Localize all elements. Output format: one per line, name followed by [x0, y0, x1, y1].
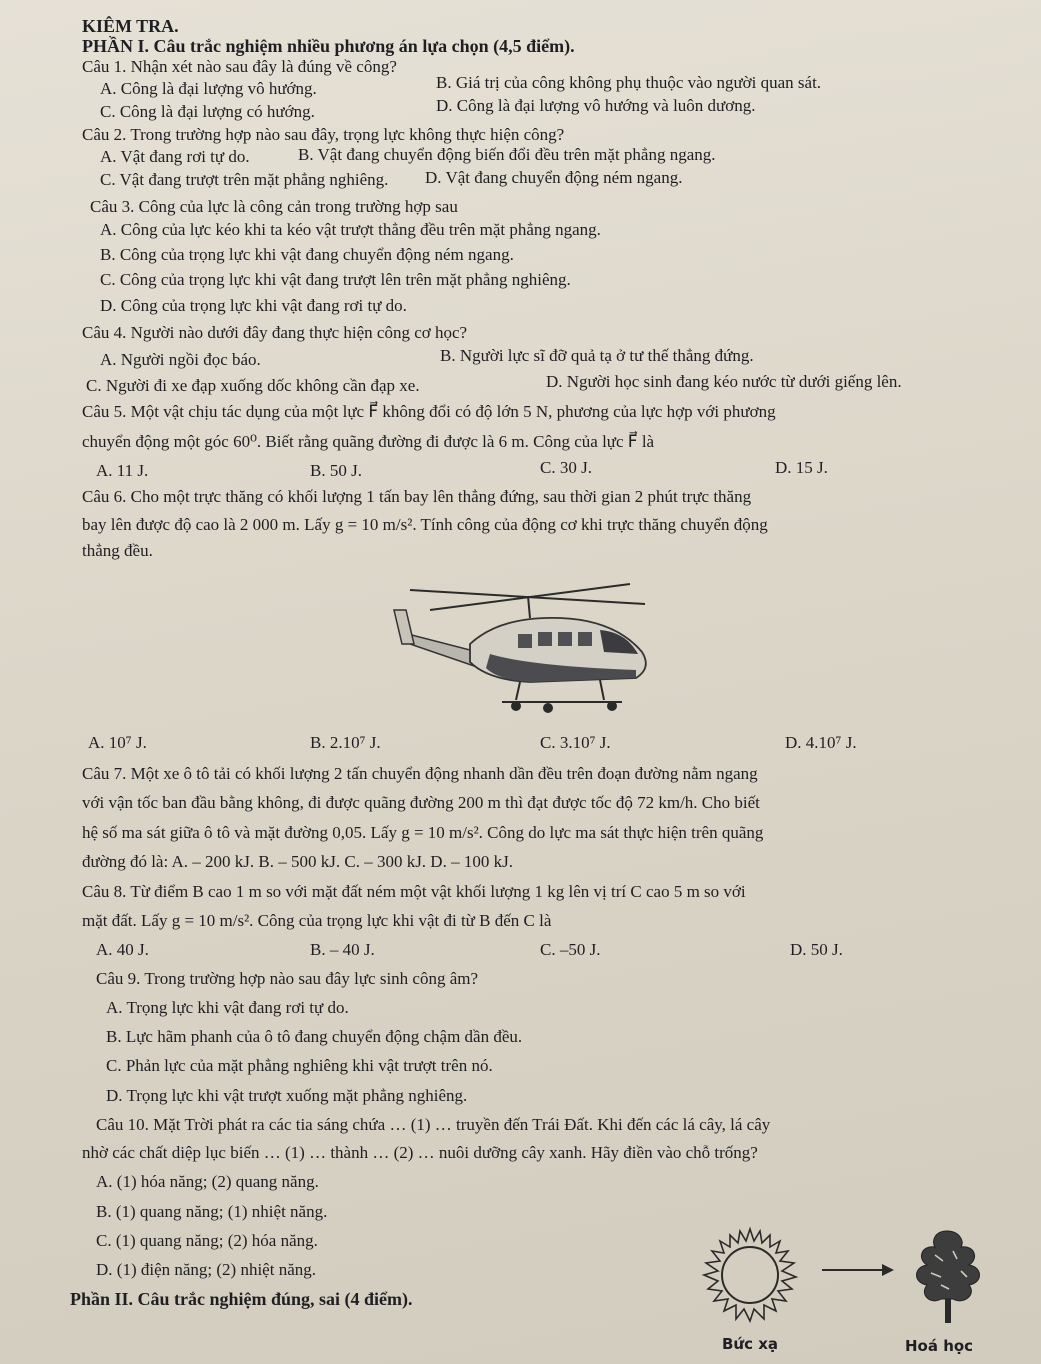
sun-label: Bức xạ — [722, 1335, 779, 1353]
q3-option-c: C. Công của trọng lực khi vật đang trượt lên trên mặt phẳng nghiêng. — [100, 270, 571, 289]
q9-option-d: D. Trọng lực khi vật trượt xuống mặt phẳng nghiêng. — [106, 1086, 468, 1105]
page-title: KIÊM TRA. — [82, 16, 179, 36]
q6-option-b: B. 2.10⁷ J. — [310, 733, 381, 752]
q4-stem: Câu 4. Người nào dưới đây đang thực hiện công cơ học? — [82, 323, 468, 342]
q5-option-a: A. 11 J. — [96, 461, 149, 480]
q8-option-b: B. – 40 J. — [310, 940, 375, 959]
q5-option-b: B. 50 J. — [310, 461, 362, 480]
q6-stem-line1: Câu 6. Cho một trực thăng có khối lượng 1 tấn bay lên thẳng đứng, sau thời gian 2 phút trực thăng — [82, 487, 752, 506]
q9-option-b: B. Lực hãm phanh của ô tô đang chuyển động chậm dần đều. — [106, 1027, 523, 1046]
q8-stem-line2: mặt đất. Lấy g = 10 m/s². Công của trọng lực khi vật đi từ B đến C là — [82, 911, 552, 930]
q9-option-a: A. Trọng lực khi vật đang rơi tự do. — [106, 998, 349, 1017]
q6-option-a: A. 10⁷ J. — [88, 733, 147, 752]
q1-stem: Câu 1. Nhận xét nào sau đây là đúng về công? — [82, 57, 397, 76]
q3-option-a: A. Công của lực kéo khi ta kéo vật trượt thẳng đều trên mặt phẳng ngang. — [100, 220, 601, 239]
q3-option-d: D. Công của trọng lực khi vật đang rơi tự do. — [100, 296, 407, 315]
q5-stem-line2: chuyển động một góc 60⁰. Biết rằng quãng đường đi được là 6 m. Công của lực F⃗ là — [82, 432, 655, 451]
q3-option-b: B. Công của trọng lực khi vật đang chuyển động ném ngang. — [100, 245, 514, 264]
q2-option-b: B. Vật đang chuyển động biến đổi đều trên mặt phẳng ngang. — [298, 145, 716, 164]
q7-stem-line2: với vận tốc ban đầu bằng không, đi được quãng đường 200 m thì đạt được tốc độ 72 km/h. Cho biết — [82, 793, 760, 812]
part1-heading: PHẦN I. Câu trắc nghiệm nhiều phương án lựa chọn (4,5 điểm). — [82, 36, 575, 56]
q10-stem-line1: Câu 10. Mặt Trời phát ra các tia sáng chứa … (1) … truyền đến Trái Đất. Khi đến các lá cây, lá cây — [96, 1115, 771, 1134]
q2-option-d: D. Vật đang chuyển động ném ngang. — [425, 168, 683, 187]
q8-option-c: C. –50 J. — [540, 940, 601, 959]
q1-option-b: B. Giá trị của công không phụ thuộc vào người quan sát. — [436, 73, 822, 92]
q6-stem-line3: thẳng đều. — [82, 541, 153, 560]
q10-option-b: B. (1) quang năng; (1) nhiệt năng. — [96, 1202, 328, 1221]
q8-option-d: D. 50 J. — [790, 940, 843, 959]
q6-stem-line2: bay lên được độ cao là 2 000 m. Lấy g = 10 m/s². Tính công của động cơ khi trực thăng chuyển động — [82, 515, 768, 534]
q1-option-a: A. Công là đại lượng vô hướng. — [100, 79, 317, 98]
q7-stem-line4: đường đó là: A. – 200 kJ. B. – 500 kJ. C. – 300 kJ. D. – 100 kJ. — [82, 852, 513, 871]
q2-stem: Câu 2. Trong trường hợp nào sau đây, trọng lực không thực hiện công? — [82, 125, 565, 144]
q4-option-b: B. Người lực sĩ đỡ quả tạ ở tư thế thẳng đứng. — [440, 346, 754, 365]
sun-icon — [700, 1225, 800, 1325]
tree-icon — [905, 1225, 990, 1325]
q1-option-c: C. Công là đại lượng có hướng. — [100, 102, 315, 121]
q10-option-c: C. (1) quang năng; (2) hóa năng. — [96, 1231, 318, 1250]
helicopter-illustration — [390, 570, 660, 730]
q9-option-c: C. Phản lực của mặt phẳng nghiêng khi vật trượt trên nó. — [106, 1056, 493, 1075]
q1-option-d: D. Công là đại lượng vô hướng và luôn dương. — [436, 96, 756, 115]
q10-stem-line2: nhờ các chất diệp lục biến … (1) … thành … (2) … nuôi dưỡng cây xanh. Hãy điền vào chỗ trống? — [82, 1143, 758, 1162]
q9-stem: Câu 9. Trong trường hợp nào sau đây lực sinh công âm? — [96, 969, 479, 988]
q2-option-a: A. Vật đang rơi tự do. — [100, 147, 250, 166]
q4-option-d: D. Người học sinh đang kéo nước từ dưới giếng lên. — [546, 372, 902, 391]
q5-option-c: C. 30 J. — [540, 458, 592, 477]
q10-option-a: A. (1) hóa năng; (2) quang năng. — [96, 1172, 319, 1191]
q4-option-a: A. Người ngồi đọc báo. — [100, 350, 261, 369]
q8-option-a: A. 40 J. — [96, 940, 149, 959]
q7-stem-line3: hệ số ma sát giữa ô tô và mặt đường 0,05. Lấy g = 10 m/s². Công do lực ma sát thực hiện trên quãng — [82, 823, 764, 842]
q2-option-c: C. Vật đang trượt trên mặt phẳng nghiêng. — [100, 170, 389, 189]
q5-stem-line1: Câu 5. Một vật chịu tác dụng của một lực F⃗ không đổi có độ lớn 5 N, phương của lực hợp với phương — [82, 402, 776, 421]
part2-heading: Phần II. Câu trắc nghiệm đúng, sai (4 điểm). — [70, 1289, 413, 1309]
q10-option-d: D. (1) điện năng; (2) nhiệt năng. — [96, 1260, 316, 1279]
q3-stem: Câu 3. Công của lực là công cản trong trường hợp sau — [90, 197, 458, 216]
tree-label: Hoá học — [905, 1337, 974, 1355]
q4-option-c: C. Người đi xe đạp xuống dốc không cần đạp xe. — [86, 376, 420, 395]
q7-stem-line1: Câu 7. Một xe ô tô tải có khối lượng 2 tấn chuyển động nhanh dần đều trên đoạn đường nằm ngang — [82, 764, 758, 783]
q5-option-d: D. 15 J. — [775, 458, 828, 477]
arrow-right-icon — [820, 1262, 895, 1278]
q6-option-d: D. 4.10⁷ J. — [785, 733, 857, 752]
q6-option-c: C. 3.10⁷ J. — [540, 733, 611, 752]
q8-stem-line1: Câu 8. Từ điểm B cao 1 m so với mặt đất ném một vật khối lượng 1 kg lên vị trí C cao 5 m so với — [82, 882, 746, 901]
